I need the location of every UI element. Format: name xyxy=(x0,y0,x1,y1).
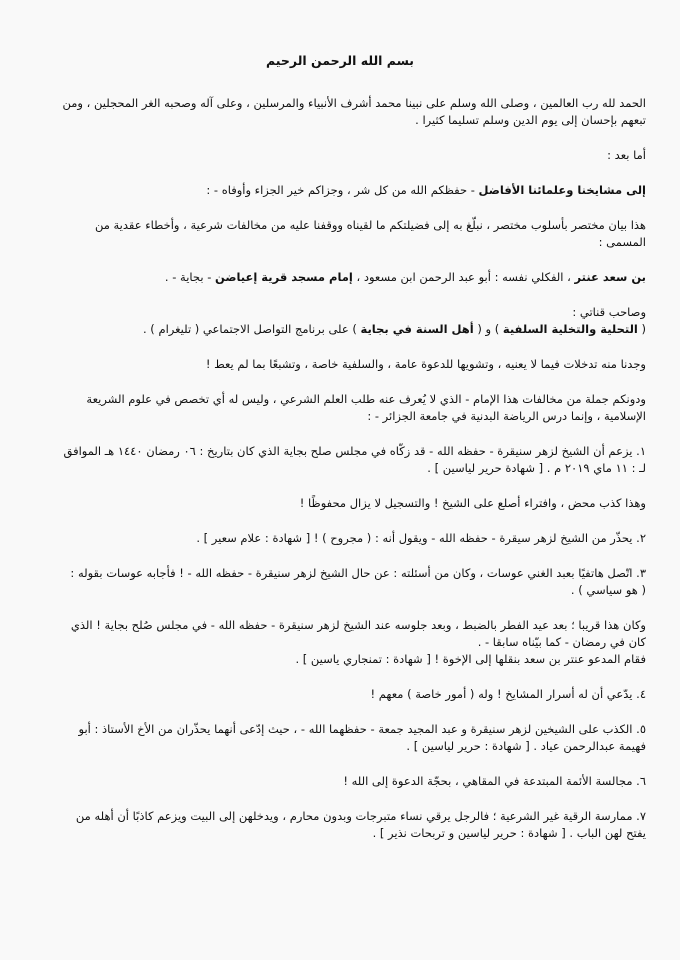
item-1-note-line: وهذا كذب محض ، وافتراء أصلع على الشيخ ! والتسجيل لا يزال محفوظًا ! xyxy=(299,496,646,510)
list-intro-line-1: ودونكم جملة من مخالفات هذا الإمام - الذي لا يُعرف عنه طلب العلم الشرعي ، وليس له أي تخصص في علوم الشريعة xyxy=(86,392,646,406)
owner-line-2 xyxy=(34,321,646,338)
named-mid: ، الفكلي نفسه : أبو عبد الرحمن ابن مسعود ، xyxy=(352,270,575,284)
address-line xyxy=(34,182,646,199)
amma-bad-line: أما بعد : xyxy=(607,148,646,162)
basmala-title: بسم الله الرحمن الرحيم xyxy=(266,53,414,68)
item-2 xyxy=(34,530,646,547)
item-1-note xyxy=(34,495,646,512)
item-4 xyxy=(34,686,646,703)
list-intro-paragraph xyxy=(34,391,646,425)
statement-paragraph xyxy=(34,217,646,251)
intro-paragraph xyxy=(34,95,646,129)
found-paragraph xyxy=(34,356,646,373)
owner-paragraph xyxy=(34,304,646,338)
amma-bad-paragraph xyxy=(34,147,646,164)
item-2-line: ٢. يحذّر من الشيخ لزهر سيقرة - حفظه الله - ويقول أنه : ( مجروح ) ! [ شهادة : علام سعير ] . xyxy=(196,531,646,545)
item-7-line-1: ٧. ممارسة الرقية غير الشرعية ؛ فالرجل يرقي نساء متبرجات وبدون محارم ، ويدخلهن إلى البيت ويزعم كاذبًا أن أهله من xyxy=(75,809,646,823)
statement-line-2: المسمى : xyxy=(598,235,646,249)
address-rest: - حفظكم الله من كل شر ، وجزاكم خير الجزاء وأوفاه - : xyxy=(206,183,479,197)
item-1-line-1: ١. يزعم أن الشيخ لزهر سنيقرة - حفظه الله - قد زكّاه في مجلس صلح بجاية الذي كان بتاريخ : ٠٦ رمضان ١٤٤٠ هـ الموافق xyxy=(63,444,646,458)
named-end: - بجاية - . xyxy=(164,270,215,284)
item-3-note-line-3: فقام المدعو عنتر بن سعد بنقلها إلى الإخوة ! [ شهادة : تمنجاري ياسين ] . xyxy=(295,652,646,666)
item-3 xyxy=(34,565,646,599)
item-7-line-2: يفتح لهن الباب . [ شهادة : حرير لياسين و تربحات نذير ] . xyxy=(372,826,646,840)
item-4-line: ٤. يدّعي أن له أسرار المشايخ ! وله ( أمور خاصة ) معهم ! xyxy=(370,687,646,701)
named-line xyxy=(34,269,646,286)
item-1-line-2: لـ : ١١ ماي ٢٠١٩ م . [ شهادة حرير لياسين ] . xyxy=(427,461,646,475)
owner-platform: ) على برنامج التواصل الاجتماعي ( تليغرام ) . xyxy=(143,322,361,336)
item-5-line-2: فهيمة عبدالرحمن عياد . [ شهادة : حرير لياسين ] . xyxy=(406,739,646,753)
intro-line-1: الحمد لله رب العالمين ، وصلى الله وسلم على نبينا محمد أشرف الأنبياء والمرسلين ، وعلى آله وصحبه الغر المحجلين ، ومن xyxy=(62,96,646,110)
owner-line-1: وصاحب قناتي : xyxy=(572,305,646,319)
item-3-note-line-1: وكان هذا قريبا ؛ بعد عيد الفطر بالضبط ، وبعد جلوسه عند الشيخ لزهر سنيقرة - حفظه الله - في مجلس صُلح بجاية ! الذي xyxy=(70,618,646,632)
owner-open-paren: ( xyxy=(637,322,646,336)
item-6-line: ٦. مجالسة الأئمة المبتدعة في المقاهي ، بحجّة الدعوة إلى الله ! xyxy=(343,774,646,788)
statement-line-1: هذا بيان مختصر بأسلوب مختصر ، نبلّغ به إلى فضيلتكم ما لقيناه ووقفنا عليه من مخالفات شرعية ، وأخطاء عقدية من xyxy=(94,218,646,232)
owner-joiner: ) و ( xyxy=(473,322,503,336)
named-bold-2: إمام مسجد قرية إعياضن xyxy=(215,270,353,284)
address-bold: إلى مشايخنا وعلمائنا الأفاضل xyxy=(478,183,646,197)
item-7 xyxy=(34,808,646,842)
named-paragraph xyxy=(34,269,646,286)
item-5 xyxy=(34,721,646,755)
item-6 xyxy=(34,773,646,790)
item-3-line-2: ( هو سياسي ) . xyxy=(570,583,646,597)
item-3-line-1: ٣. اتّصل هاتفيًا بعبد الغني عوسات ، وكان من أسئلته : عن حال الشيخ لزهر سنيقرة - حفظه الله - ! فأجابه عوسات بقوله : xyxy=(70,566,646,580)
channel-name-2: أهل السنة في بجاية xyxy=(360,322,474,336)
list-intro-line-2: الإسلامية ، وإنما درس الرياضة البدنية في جامعة الجزائر - : xyxy=(367,409,646,423)
item-3-note xyxy=(34,617,646,668)
address-paragraph xyxy=(34,182,646,199)
item-3-note-line-2: كان في رمضان - كما بيّناه سابقا - . xyxy=(477,635,646,649)
item-5-line-1: ٥. الكذب على الشيخين لزهر سنيقرة و عبد المجيد جمعة - حفظهما الله - ، حيث إدّعى أنهما يحذّران من الأخ الأستاذ : أبو xyxy=(78,722,646,736)
found-line: وجدنا منه تدخلات فيما لا يعنيه ، وتشويها للدعوة عامة ، والسلفية خاصة ، وتشبعًا بما لم يعط ! xyxy=(205,357,646,371)
named-bold: بن سعد عنتر xyxy=(574,270,646,284)
item-1 xyxy=(34,443,646,477)
channel-name-1: التحلية والتخلية السلفية xyxy=(502,322,638,336)
intro-line-2: تبعهم بإحسان إلى يوم الدين وسلم تسليما كثيرا . xyxy=(415,113,646,127)
